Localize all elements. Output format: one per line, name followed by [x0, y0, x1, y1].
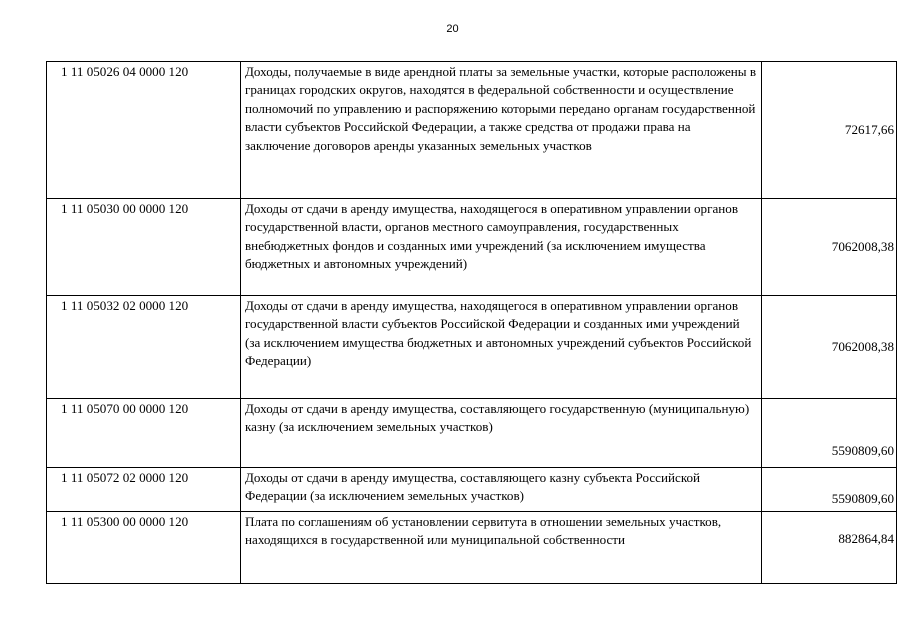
revenue-table	[46, 61, 897, 584]
budget-code-cell: 1 11 05026 04 0000 120	[47, 62, 241, 199]
description-cell: Плата по соглашениям об установлении сервитута в отношении земельных участков, находящихся в государственной или муниципальной собственности	[241, 512, 762, 584]
amount-cell: 7062008,38	[762, 199, 897, 296]
budget-code-cell: 1 11 05300 00 0000 120	[47, 512, 241, 584]
table-row	[47, 468, 897, 512]
budget-code-cell: 1 11 05070 00 0000 120	[47, 399, 241, 468]
amount-cell: 7062008,38	[762, 296, 897, 399]
page-number: 20	[446, 23, 459, 35]
amount-cell: 72617,66	[762, 62, 897, 199]
budget-code-cell: 1 11 05032 02 0000 120	[47, 296, 241, 399]
table-row	[47, 296, 897, 399]
description-cell: Доходы, получаемые в виде арендной платы за земельные участки, которые расположены в границах городских округов, находятся в федеральной собственности и осуществление полномочий по управлению и распоряжению которыми передано органам государственной власти субъектов Российской Федерации, а также средства от продажи права на заключение договоров аренды указанных земельных участков	[241, 62, 762, 199]
description-cell: Доходы от сдачи в аренду имущества, составляющего государственную (муниципальную) казну (за исключением земельных участков)	[241, 399, 762, 468]
table-row	[47, 399, 897, 468]
table-row	[47, 199, 897, 296]
amount-cell: 882864,84	[762, 512, 897, 584]
description-cell: Доходы от сдачи в аренду имущества, составляющего казну субъекта Российской Федерации (за исключением земельных участков)	[241, 468, 762, 512]
budget-code-cell: 1 11 05030 00 0000 120	[47, 199, 241, 296]
table-row	[47, 512, 897, 584]
budget-code-cell: 1 11 05072 02 0000 120	[47, 468, 241, 512]
description-cell: Доходы от сдачи в аренду имущества, находящегося в оперативном управлении органов государственной власти, органов местного самоуправления, государственных внебюджетных фондов и созданных ими учреждений (за исключением имущества бюджетных и автономных учреждений)	[241, 199, 762, 296]
description-cell: Доходы от сдачи в аренду имущества, находящегося в оперативном управлении органов государственной власти субъектов Российской Федерации и созданных ими учреждений (за исключением имущества бюджетных и автономных учреждений субъектов Российской Федерации)	[241, 296, 762, 399]
amount-cell: 5590809,60	[762, 468, 897, 512]
table-row	[47, 62, 897, 199]
amount-cell: 5590809,60	[762, 399, 897, 468]
